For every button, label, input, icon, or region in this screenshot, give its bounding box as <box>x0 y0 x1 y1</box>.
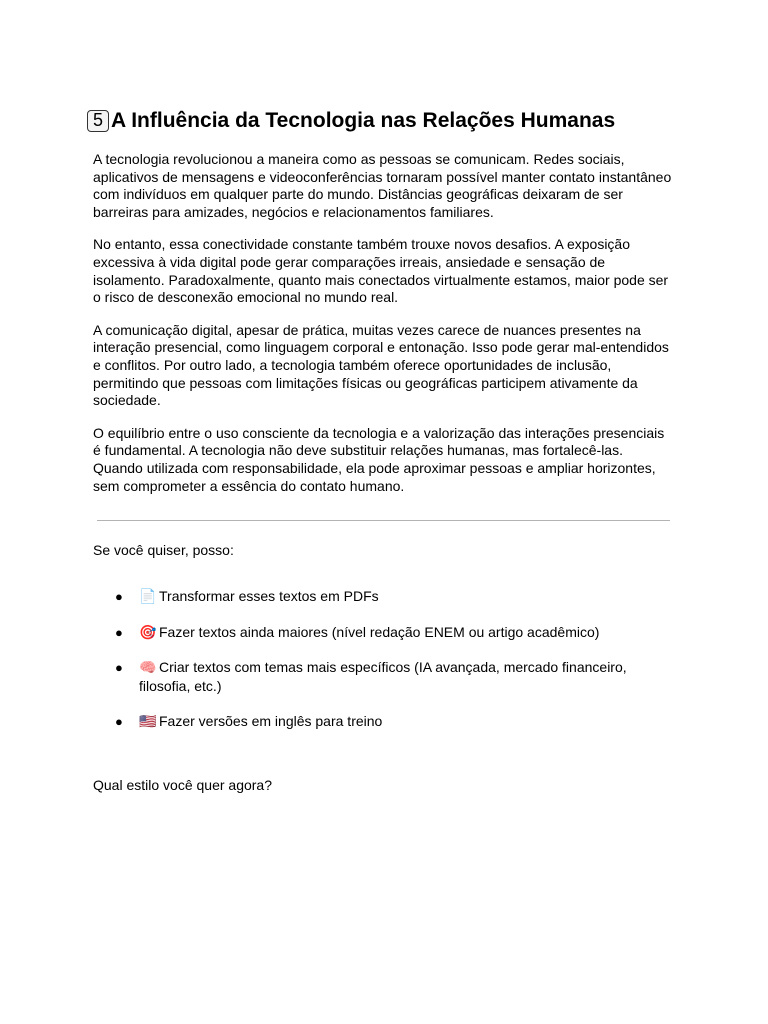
options-list <box>93 588 668 749</box>
bullet-icon: ● <box>115 660 123 676</box>
number-5-keycap-icon: 5 <box>87 110 109 132</box>
horizontal-divider <box>97 520 670 521</box>
paragraph: A tecnologia revolucionou a maneira como as pessoas se comunicam. Redes sociais, aplicativos de mensagens e videoconferências tornaram possível manter contato instantâneo com indivíduos em qualquer parte do mundo. Distâncias geográficas deixaram de ser barreiras para amizades, negócios e relacionamentos familiares. <box>93 151 672 221</box>
brain-icon: 🧠 <box>139 660 157 677</box>
target-icon: 🎯 <box>139 624 157 641</box>
option-text: Criar textos com temas mais específicos (IA avançada, mercado financeiro, filosofia, etc.) <box>139 659 627 695</box>
page-icon: 📄 <box>139 589 157 605</box>
paragraph: A comunicação digital, apesar de prática, muitas vezes carece de nuances presentes na interação presencial, como linguagem corporal e entonação. Isso pode gerar mal-entendidos e conflitos. Por outro lado, a tecnologia também oferece oportunidades de inclusão, permitindo que pessoas com limitações físicas ou geográficas participem ativamente da sociedade. <box>93 321 669 409</box>
option-text: Fazer textos ainda maiores (nível redação ENEM ou artigo acadêmico) <box>159 623 600 640</box>
section-heading <box>87 108 687 134</box>
list-item <box>93 588 668 607</box>
bullet-icon: ● <box>115 713 123 729</box>
option-text: Fazer versões em inglês para treino <box>159 712 383 729</box>
option-text: Transformar esses textos em PDFs <box>159 588 379 604</box>
bullet-icon: ● <box>115 624 123 640</box>
offer-intro: Se você quiser, posso: <box>93 542 234 558</box>
list-item <box>93 624 668 643</box>
closing-question: Qual estilo você quer agora? <box>93 777 272 793</box>
bullet-icon: ● <box>115 589 123 604</box>
section-title: A Influência da Tecnologia nas Relações Humanas <box>111 109 616 132</box>
paragraph: O equilíbrio entre o uso consciente da tecnologia e a valorização das interações presenciais é fundamental. A tecnologia não deve substituir relações humanas, mas fortalecê-las. Quando utilizada com responsabilidade, ela pode aproximar pessoas e ampliar horizontes, sem comprometer a essência do contato humano. <box>93 424 665 494</box>
us-flag-icon: 🇺🇸 <box>139 713 157 730</box>
list-item <box>93 713 668 732</box>
list-item <box>93 659 668 695</box>
paragraph: No entanto, essa conectividade constante também trouxe novos desafios. A exposição excessiva à vida digital pode gerar comparações irreais, ansiedade e sensação de isolamento. Paradoxalmente, quanto mais conectados virtualmente estamos, maior pode ser o risco de desconexão emocional no mundo real. <box>93 236 669 306</box>
article-body <box>93 151 675 510</box>
